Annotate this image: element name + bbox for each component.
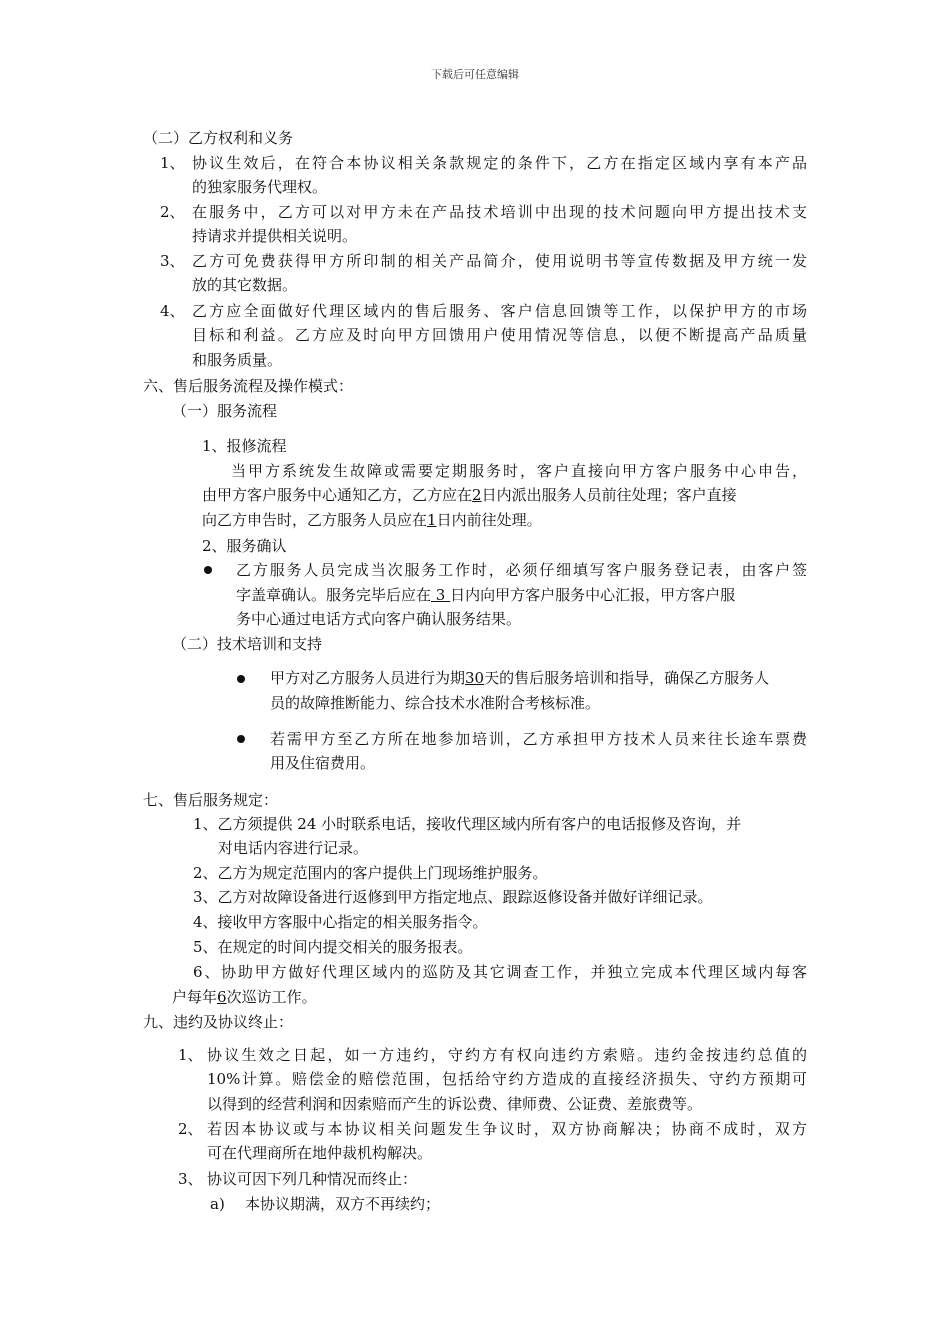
paragraph-line: [236, 583, 735, 607]
item-text: 协议生效后，在符合本协议相关条款规定的条件下，乙方在指定区域内享有本产品: [192, 154, 807, 172]
list-item: 4、接收甲方客服中心指定的相关服务指令。: [193, 913, 488, 931]
paragraph-line: 用及住宿费用。: [270, 754, 376, 772]
underlined-value: 6: [217, 988, 227, 1006]
text-segment: 甲方对乙方服务人员进行为期: [270, 669, 466, 687]
paragraph-line: [202, 508, 542, 532]
underlined-value: 30: [465, 669, 485, 687]
subitem-text: 本协议期满，双方不再续约；: [245, 1195, 441, 1213]
subsection-title: 1、报修流程: [202, 437, 287, 455]
item-text: 以得到的经营利润和因索赔而产生的诉讼费、律师费、公证费、差旅费等。: [207, 1095, 703, 1113]
item-text: 持请求并提供相关说明。: [192, 227, 358, 245]
section-heading: 六、售后服务流程及操作模式：: [143, 377, 354, 395]
text-segment: 由甲方客户服务中心通知乙方，乙方应在: [202, 486, 473, 504]
section-heading: （二）乙方权利和义务: [143, 129, 294, 147]
text-segment: 天的售后服务培训和指导，确保乙方服务人: [484, 669, 770, 687]
text-segment: 日内向甲方客户服务中心汇报，甲方客户服: [450, 586, 736, 604]
subitem-label: a): [210, 1195, 225, 1213]
paragraph-line: 乙方服务人员完成当次服务工作时，必须仔细填写客户服务登记表，由客户签: [236, 561, 807, 579]
item-text: 乙方应全面做好代理区域内的售后服务、客户信息回馈等工作，以保护甲方的市场: [192, 302, 807, 320]
bullet-icon: [237, 675, 245, 683]
item-text: 的独家服务代理权。: [192, 178, 328, 196]
item-number: 3、: [178, 1170, 203, 1188]
paragraph-line: [270, 666, 769, 690]
item-number: 4、: [160, 302, 185, 320]
paragraph-line: 务中心通过电话方式向客户确认服务结果。: [236, 610, 522, 628]
paragraph-line: 当甲方系统发生故障或需要定期服务时，客户直接向甲方客户服务中心申告，: [231, 462, 807, 480]
list-item: [172, 985, 317, 1009]
underlined-value: 2: [472, 486, 482, 504]
item-number: 3、: [160, 252, 185, 270]
item-text: 乙方可免费获得甲方所印制的相关产品简介，使用说明书等宣传数据及甲方统一发: [192, 252, 807, 270]
text-segment: 字盖章确认。服务完毕后应在: [236, 586, 432, 604]
paragraph-line: 员的故障推断能力、综合技术水准附合考核标准。: [270, 694, 601, 712]
text-segment: 日内前往处理。: [436, 511, 542, 529]
subsection-title: 2、服务确认: [202, 537, 287, 555]
subsection-heading: （二）技术培训和支持: [172, 635, 323, 653]
item-text: 在服务中，乙方可以对甲方未在产品技术培训中出现的技术问题向甲方提出技术支: [192, 203, 807, 221]
paragraph-line: [202, 483, 807, 507]
item-number: 1、: [178, 1046, 203, 1064]
list-item: 1、乙方须提供 24 小时联系电话，接收代理区域内所有客户的电话报修及咨询，并: [193, 815, 742, 833]
text-segment: 日内派出服务人员前往处理；客户直接: [481, 486, 737, 504]
text-segment: 向乙方申告时，乙方服务人员应在: [202, 511, 428, 529]
underlined-value: 1: [427, 511, 437, 529]
subsection-heading: （一）服务流程: [172, 402, 278, 420]
item-text: 若因本协议或与本协议相关问题发生争议时，双方协商解决；协商不成时，双方: [207, 1120, 807, 1138]
bullet-icon: [237, 735, 245, 743]
section-heading: 七、售后服务规定：: [143, 791, 279, 809]
item-number: 1、: [160, 154, 185, 172]
item-text: 协议可因下列几种情况而终止：: [207, 1170, 418, 1188]
text-segment: 次巡访工作。: [226, 988, 317, 1006]
item-number: 2、: [160, 203, 185, 221]
item-text: 和服务质量。: [192, 351, 283, 369]
paragraph-line: 若需甲方至乙方所在地参加培训，乙方承担甲方技术人员来往长途车票费: [270, 730, 807, 748]
item-text: 10%计算。赔偿金的赔偿范围，包括给守约方造成的直接经济损失、守约方预期可: [207, 1070, 807, 1088]
list-item: 2、乙方为规定范围内的客户提供上门现场维护服务。: [193, 864, 548, 882]
item-text: 协议生效之日起，如一方违约，守约方有权向违约方索赔。违约金按违约总值的: [207, 1046, 807, 1064]
text-segment: 户每年: [172, 988, 218, 1006]
item-number: 2、: [178, 1120, 203, 1138]
section-heading: 九、违约及协议终止：: [143, 1013, 294, 1031]
item-text: 放的其它数据。: [192, 276, 298, 294]
item-text: 可在代理商所在地仲裁机构解决。: [207, 1144, 433, 1162]
list-item: 5、在规定的时间内提交相关的服务报表。: [193, 938, 473, 956]
list-item: 3、乙方对故障设备进行返修到甲方指定地点、跟踪返修设备并做好详细记录。: [193, 888, 713, 906]
bullet-icon: [204, 566, 212, 574]
list-item: 对电话内容进行记录。: [218, 839, 369, 857]
underlined-value: 3: [431, 586, 451, 604]
page-header: 下载后可任意编辑: [431, 68, 519, 81]
list-item: 6、协助甲方做好代理区域内的巡防及其它调查工作，并独立完成本代理区域内每客: [193, 963, 807, 981]
item-text: 目标和利益。乙方应及时向甲方回馈用户使用情况等信息，以便不断提高产品质量: [192, 326, 807, 344]
